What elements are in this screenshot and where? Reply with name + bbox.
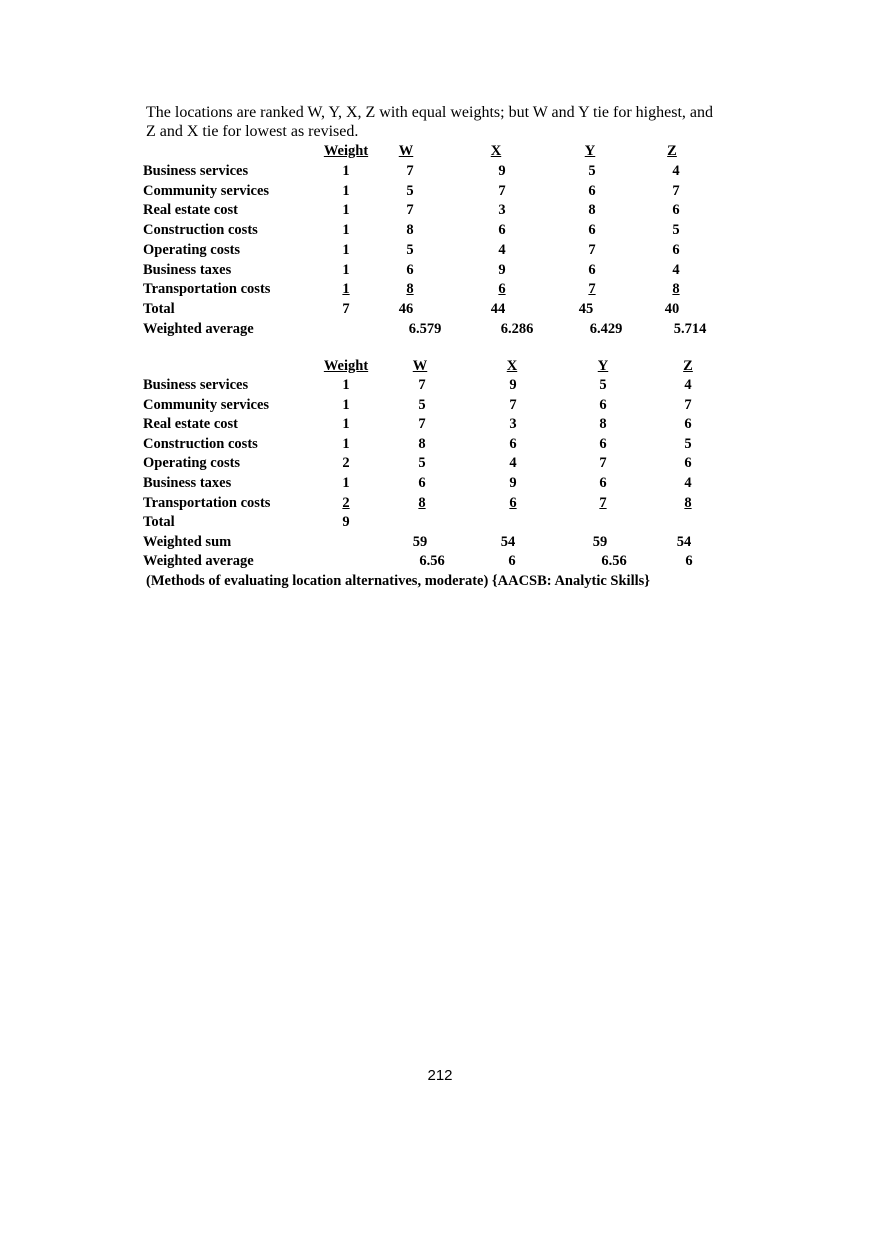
cell-x: 9 [509, 475, 517, 491]
cell-w: 5 [418, 396, 426, 413]
cell-x: 3 [509, 416, 517, 433]
cell-x: 6.286 [500, 320, 534, 337]
cell-w: 7 [418, 416, 426, 433]
cell-w: 6.579 [408, 320, 442, 337]
cell-weight: 1 [342, 222, 350, 239]
row-label: Community services [143, 396, 270, 413]
cell-x: 6 [509, 494, 517, 511]
cell-weight: 1 [342, 261, 350, 278]
row-label: Community services [143, 182, 270, 199]
table-row [0, 241, 880, 259]
cell-z: 7 [672, 182, 680, 199]
table-header-row [0, 142, 880, 160]
row-label: Business taxes [143, 475, 232, 491]
cell-x: 6 [508, 553, 516, 570]
column-header-y: Y [584, 143, 596, 159]
cell-z: 8 [672, 281, 680, 298]
table-row [0, 376, 880, 394]
cell-z: 54 [676, 533, 692, 550]
row-label: Construction costs [143, 222, 258, 239]
cell-w: 5 [418, 455, 426, 472]
column-header-z: Z [667, 143, 677, 159]
cell-weight: 1 [342, 377, 350, 393]
footnote: (Methods of evaluating location alternatives, moderate) {AACSB: Analytic Skills} [146, 573, 650, 589]
table-row [0, 435, 880, 453]
cell-x: 9 [509, 377, 517, 393]
cell-y: 7 [599, 455, 607, 472]
cell-y: 6 [599, 435, 607, 452]
row-label: Total [143, 300, 175, 317]
cell-y: 8 [599, 416, 607, 433]
intro-text [146, 103, 796, 141]
cell-weight: 1 [342, 163, 350, 179]
row-label: Operating costs [143, 455, 241, 472]
column-header-x: X [506, 358, 518, 374]
table-row [0, 454, 880, 472]
cell-z: 4 [684, 377, 692, 393]
cell-weight: 1 [342, 416, 350, 433]
cell-w: 8 [406, 281, 414, 298]
cell-z: 6 [684, 455, 692, 472]
table-row [0, 182, 880, 200]
cell-y: 5 [599, 377, 607, 393]
cell-w: 7 [406, 202, 414, 219]
cell-x: 6 [509, 435, 517, 452]
cell-y: 59 [592, 533, 608, 550]
cell-y: 5 [588, 163, 596, 179]
cell-z: 6 [672, 202, 680, 219]
table-row [0, 415, 880, 433]
column-header-x: X [490, 143, 502, 159]
cell-x: 4 [498, 241, 506, 258]
cell-x: 4 [509, 455, 517, 472]
table-row [0, 494, 880, 512]
cell-y: 45 [578, 300, 594, 317]
row-label: Operating costs [143, 241, 241, 258]
column-header-w: W [412, 358, 428, 374]
cell-z: 6 [672, 241, 680, 258]
cell-weight: 1 [342, 281, 350, 298]
cell-w: 8 [406, 222, 414, 239]
cell-w: 46 [398, 300, 414, 317]
row-label: Weighted average [143, 553, 254, 570]
cell-z: 4 [672, 261, 680, 278]
column-header-weight: Weight [323, 358, 369, 374]
cell-y: 7 [599, 494, 607, 511]
cell-y: 6 [599, 396, 607, 413]
cell-weight: 9 [342, 514, 350, 531]
row-label: Business taxes [143, 261, 232, 278]
cell-z: 8 [684, 494, 692, 511]
row-label: Construction costs [143, 435, 258, 452]
table-row [0, 201, 880, 219]
cell-y: 6 [588, 222, 596, 239]
cell-x: 6 [498, 281, 506, 298]
cell-weight: 1 [342, 435, 350, 452]
cell-y: 6.429 [589, 320, 623, 337]
cell-x: 54 [500, 533, 516, 550]
intro-line-2: Z and X tie for lowest as revised. [146, 123, 359, 140]
table-row [0, 513, 880, 531]
cell-weight: 1 [342, 202, 350, 219]
cell-y: 8 [588, 202, 596, 219]
cell-weight: 1 [342, 182, 350, 199]
cell-w: 59 [412, 533, 428, 550]
cell-x: 6 [498, 222, 506, 239]
table-row [0, 533, 880, 551]
table-row [0, 162, 880, 180]
cell-w: 6 [418, 475, 426, 491]
table-row [0, 552, 880, 570]
cell-w: 7 [406, 163, 414, 179]
table-row [0, 320, 880, 338]
row-label: Weighted average [143, 320, 254, 337]
table-row [0, 261, 880, 279]
column-header-y: Y [597, 358, 609, 374]
cell-w: 6 [406, 261, 414, 278]
cell-weight: 1 [342, 475, 350, 491]
row-label: Transportation costs [143, 494, 271, 511]
cell-z: 4 [684, 475, 692, 491]
cell-weight: 1 [342, 241, 350, 258]
cell-x: 9 [498, 163, 506, 179]
column-header-z: Z [683, 358, 693, 374]
cell-y: 6.56 [601, 553, 627, 570]
table-row [0, 396, 880, 414]
row-label: Weighted sum [143, 533, 232, 550]
cell-y: 6 [588, 182, 596, 199]
cell-w: 6.56 [419, 553, 445, 570]
table-row [0, 221, 880, 239]
cell-z: 5 [672, 222, 680, 239]
cell-y: 6 [599, 475, 607, 491]
table-header-row [0, 357, 880, 375]
row-label: Total [143, 514, 175, 531]
cell-x: 9 [498, 261, 506, 278]
table-row [0, 300, 880, 318]
cell-z: 6 [684, 416, 692, 433]
cell-x: 3 [498, 202, 506, 219]
cell-z: 5 [684, 435, 692, 452]
row-label: Business services [143, 377, 249, 393]
cell-x: 7 [498, 182, 506, 199]
cell-w: 5 [406, 241, 414, 258]
cell-weight: 7 [342, 300, 350, 317]
column-header-w: W [398, 143, 414, 159]
column-header-weight: Weight [323, 143, 369, 159]
cell-y: 6 [588, 261, 596, 278]
cell-z: 7 [684, 396, 692, 413]
row-label: Real estate cost [143, 416, 239, 433]
row-label: Business services [143, 163, 249, 179]
cell-z: 40 [664, 300, 680, 317]
cell-weight: 1 [342, 396, 350, 413]
cell-y: 7 [588, 281, 596, 298]
row-label: Real estate cost [143, 202, 239, 219]
cell-w: 7 [418, 377, 426, 393]
page-number: 212 [427, 1067, 453, 1084]
cell-w: 8 [418, 435, 426, 452]
cell-y: 7 [588, 241, 596, 258]
cell-w: 8 [418, 494, 426, 511]
cell-weight: 2 [342, 494, 350, 511]
cell-z: 6 [685, 553, 693, 570]
row-label: Transportation costs [143, 281, 271, 298]
cell-weight: 2 [342, 455, 350, 472]
intro-line-1: The locations are ranked W, Y, X, Z with equal weights; but W and Y tie for highest, and [146, 104, 713, 121]
cell-x: 44 [490, 300, 506, 317]
table-row [0, 280, 880, 298]
table-row [0, 474, 880, 492]
cell-w: 5 [406, 182, 414, 199]
cell-x: 7 [509, 396, 517, 413]
cell-z: 4 [672, 163, 680, 179]
cell-z: 5.714 [673, 320, 707, 337]
